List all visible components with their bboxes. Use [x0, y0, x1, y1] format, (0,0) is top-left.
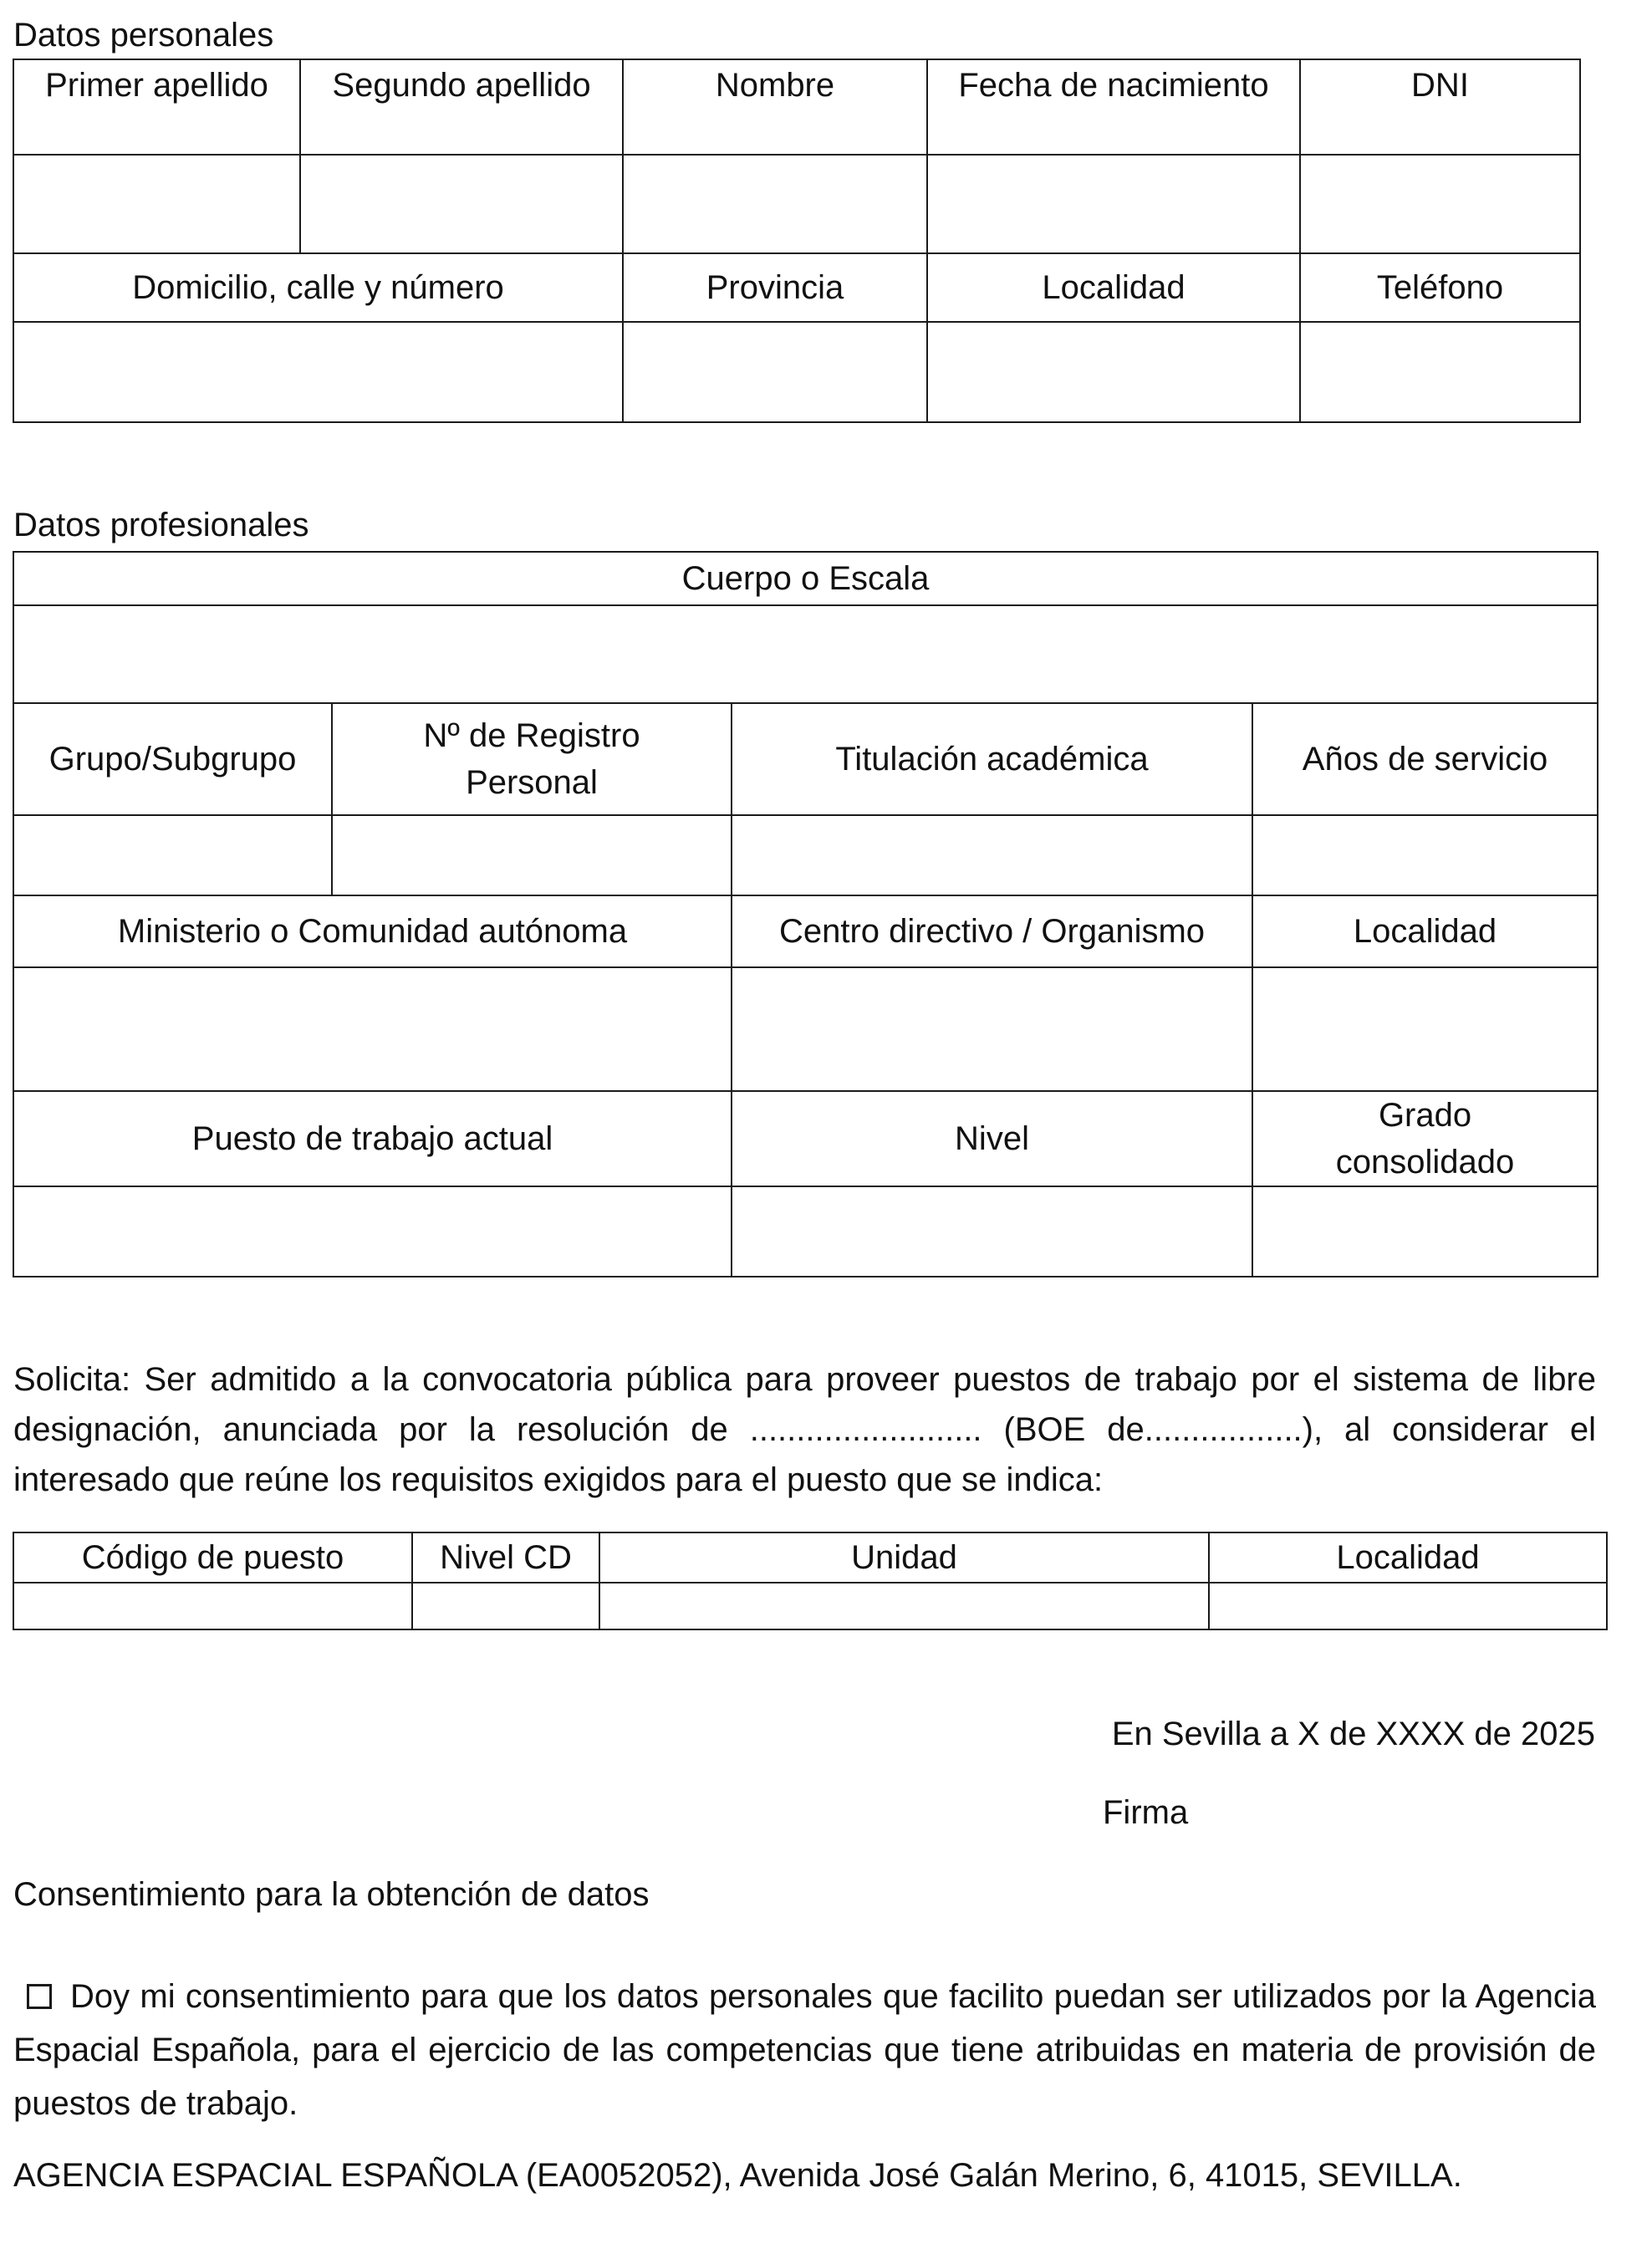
input-grado-consolidado[interactable] — [1252, 1186, 1598, 1277]
input-dni[interactable] — [1300, 155, 1580, 253]
consent-checkbox[interactable] — [27, 1984, 52, 2009]
header-cuerpo-escala: Cuerpo o Escala — [13, 552, 1598, 605]
input-domicilio[interactable] — [13, 322, 623, 422]
input-localidad[interactable] — [927, 322, 1300, 422]
header-codigo-puesto: Código de puesto — [13, 1532, 412, 1583]
input-localidad-puesto[interactable] — [1209, 1583, 1607, 1629]
header-nombre: Nombre — [623, 59, 927, 155]
header-nivel: Nivel — [732, 1091, 1252, 1186]
header-localidad-prof: Localidad — [1252, 895, 1598, 967]
input-provincia[interactable] — [623, 322, 927, 422]
input-puesto-actual[interactable] — [13, 1186, 732, 1277]
input-ministerio[interactable] — [13, 967, 732, 1091]
personal-section-title: Datos personales — [13, 17, 274, 54]
header-titulacion: Titulación académica — [732, 703, 1252, 815]
footer-address: AGENCIA ESPACIAL ESPAÑOLA (EA0052052), Avenida José Galán Merino, 6, 41015, SEVILLA. — [13, 2157, 1462, 2194]
header-localidad: Localidad — [927, 253, 1300, 322]
input-grupo-subgrupo[interactable] — [13, 815, 332, 895]
header-nivel-cd: Nivel CD — [412, 1532, 599, 1583]
professional-data-table — [13, 551, 1598, 1277]
header-segundo-apellido: Segundo apellido — [300, 59, 623, 155]
position-table — [13, 1532, 1608, 1630]
input-nivel[interactable] — [732, 1186, 1252, 1277]
header-dni: DNI — [1300, 59, 1580, 155]
header-fecha-nacimiento: Fecha de nacimiento — [927, 59, 1300, 155]
input-primer-apellido[interactable] — [13, 155, 300, 253]
input-nombre[interactable] — [623, 155, 927, 253]
solicita-paragraph: Solicita: Ser admitido a la convocatoria pública para proveer puestos de trabajo por el sistema de libre designación, anunciada por la resolución de ......................... (BOE de.................), al considerar el interesado que reúne los requisitos exigidos para el puesto que se indica: — [13, 1361, 1596, 1498]
header-grupo-subgrupo: Grupo/Subgrupo — [13, 703, 332, 815]
consent-text: Doy mi consentimiento para que los datos personales que facilito puedan ser utilizados por la Agencia Espacial Española, para el ejercicio de las competencias que tiene atribuidas en materia de provisión de puestos de trabajo. — [13, 1978, 1596, 2122]
input-fecha-nacimiento[interactable] — [927, 155, 1300, 253]
input-centro-directivo[interactable] — [732, 967, 1252, 1091]
signature-label: Firma — [1103, 1794, 1189, 1831]
consent-paragraph — [13, 1970, 1596, 2130]
place-date: En Sevilla a X de XXXX de 2025 — [1111, 1716, 1595, 1752]
header-puesto-actual: Puesto de trabajo actual — [13, 1091, 732, 1186]
input-telefono[interactable] — [1300, 322, 1580, 422]
input-segundo-apellido[interactable] — [300, 155, 623, 253]
header-localidad-puesto: Localidad — [1209, 1532, 1607, 1583]
input-anos-servicio[interactable] — [1252, 815, 1598, 895]
input-codigo-puesto[interactable] — [13, 1583, 412, 1629]
professional-section-title: Datos profesionales — [13, 507, 309, 543]
input-cuerpo-escala[interactable] — [13, 605, 1598, 703]
header-primer-apellido: Primer apellido — [13, 59, 300, 155]
consent-title: Consentimiento para la obtención de datos — [13, 1876, 650, 1913]
header-unidad: Unidad — [599, 1532, 1209, 1583]
header-centro-directivo: Centro directivo / Organismo — [732, 895, 1252, 967]
input-unidad[interactable] — [599, 1583, 1209, 1629]
header-grado-consolidado: Grado consolidado — [1252, 1091, 1598, 1186]
input-localidad-prof[interactable] — [1252, 967, 1598, 1091]
header-telefono: Teléfono — [1300, 253, 1580, 322]
personal-data-table — [13, 59, 1581, 423]
header-anos-servicio: Años de servicio — [1252, 703, 1598, 815]
header-ministerio: Ministerio o Comunidad autónoma — [13, 895, 732, 967]
input-nivel-cd[interactable] — [412, 1583, 599, 1629]
header-registro-personal: Nº de Registro Personal — [332, 703, 732, 815]
input-titulacion[interactable] — [732, 815, 1252, 895]
input-registro-personal[interactable] — [332, 815, 732, 895]
header-domicilio: Domicilio, calle y número — [13, 253, 623, 322]
header-provincia: Provincia — [623, 253, 927, 322]
